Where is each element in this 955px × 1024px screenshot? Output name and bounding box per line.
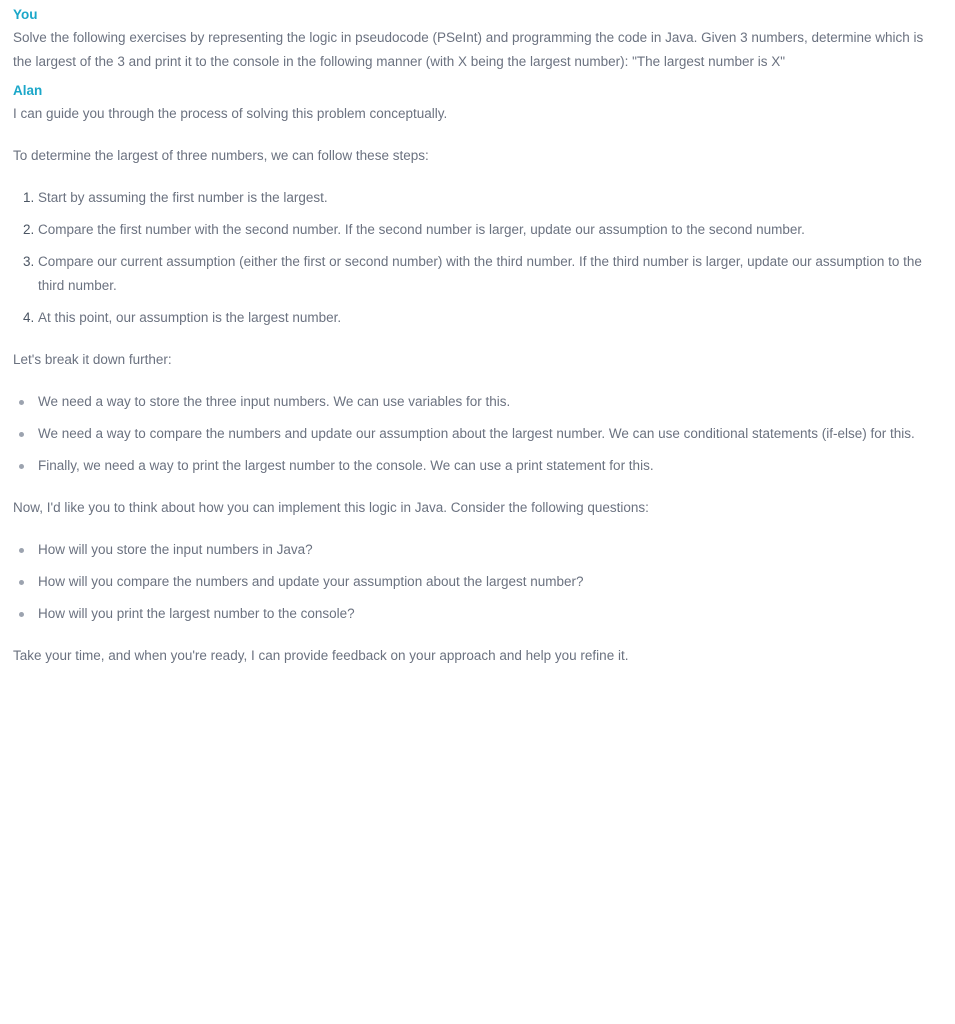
question-item-text: How will you print the largest number to the console? [38,606,355,621]
step-item[interactable]: 3. Compare our current assumption (either the first or second number) with the third number. If the third number is larger, update our assumption to the third number. [38,250,938,298]
assistant-speaker-label: Alan [13,83,43,98]
user-message-text[interactable]: Solve the following exercises by representing the logic in pseudocode (PSeInt) and programming the code in Java. Given 3 numbers, determine which is the largest of the 3 and print it to the console in the following manner (with X being the largest number): "The largest number is X" [13,30,924,69]
breakdown-item[interactable] [38,390,938,414]
bullet-dot-icon [19,548,24,553]
user-speaker-label: You [13,7,38,22]
assistant-intro-text[interactable]: I can guide you through the process of solving this problem conceptually. [13,106,448,121]
bullet-dot-icon [19,580,24,585]
step-item[interactable]: 2. Compare the first number with the second number. If the second number is larger, update our assumption to the second number. [38,218,938,242]
breakdown-item[interactable] [38,454,938,478]
bullet-dot-icon [19,432,24,437]
breakdown-item[interactable] [38,422,938,446]
question-item-text: How will you store the input numbers in Java? [38,542,313,557]
question-item[interactable] [38,538,938,562]
breakdown-item-text: Finally, we need a way to print the largest number to the console. We can use a print statement for this. [38,458,654,473]
question-item-text: How will you compare the numbers and update your assumption about the largest number? [38,574,584,589]
bullet-dot-icon [19,400,24,405]
steps-list [13,186,938,330]
breakdown-list [13,390,938,478]
bullet-dot-icon [19,464,24,469]
assistant-message [13,80,938,668]
question-item[interactable] [38,570,938,594]
breakdown-item-text: We need a way to compare the numbers and update our assumption about the largest number. We can use conditional statements (if-else) for this. [38,426,915,441]
user-message [13,4,938,74]
bullet-dot-icon [19,612,24,617]
breakdown-item-text: We need a way to store the three input numbers. We can use variables for this. [38,394,511,409]
step-item[interactable]: 4. At this point, our assumption is the largest number. [38,306,938,330]
question-item[interactable] [38,602,938,626]
questions-intro-text[interactable]: Now, I'd like you to think about how you can implement this logic in Java. Consider the following questions: [13,500,649,515]
closing-text[interactable]: Take your time, and when you're ready, I can provide feedback on your approach and help you refine it. [13,648,629,663]
steps-intro-text[interactable]: To determine the largest of three numbers, we can follow these steps: [13,148,429,163]
step-item[interactable]: 1. Start by assuming the first number is the largest. [38,186,938,210]
breakdown-intro-text[interactable]: Let's break it down further: [13,352,172,367]
questions-list [13,538,938,626]
